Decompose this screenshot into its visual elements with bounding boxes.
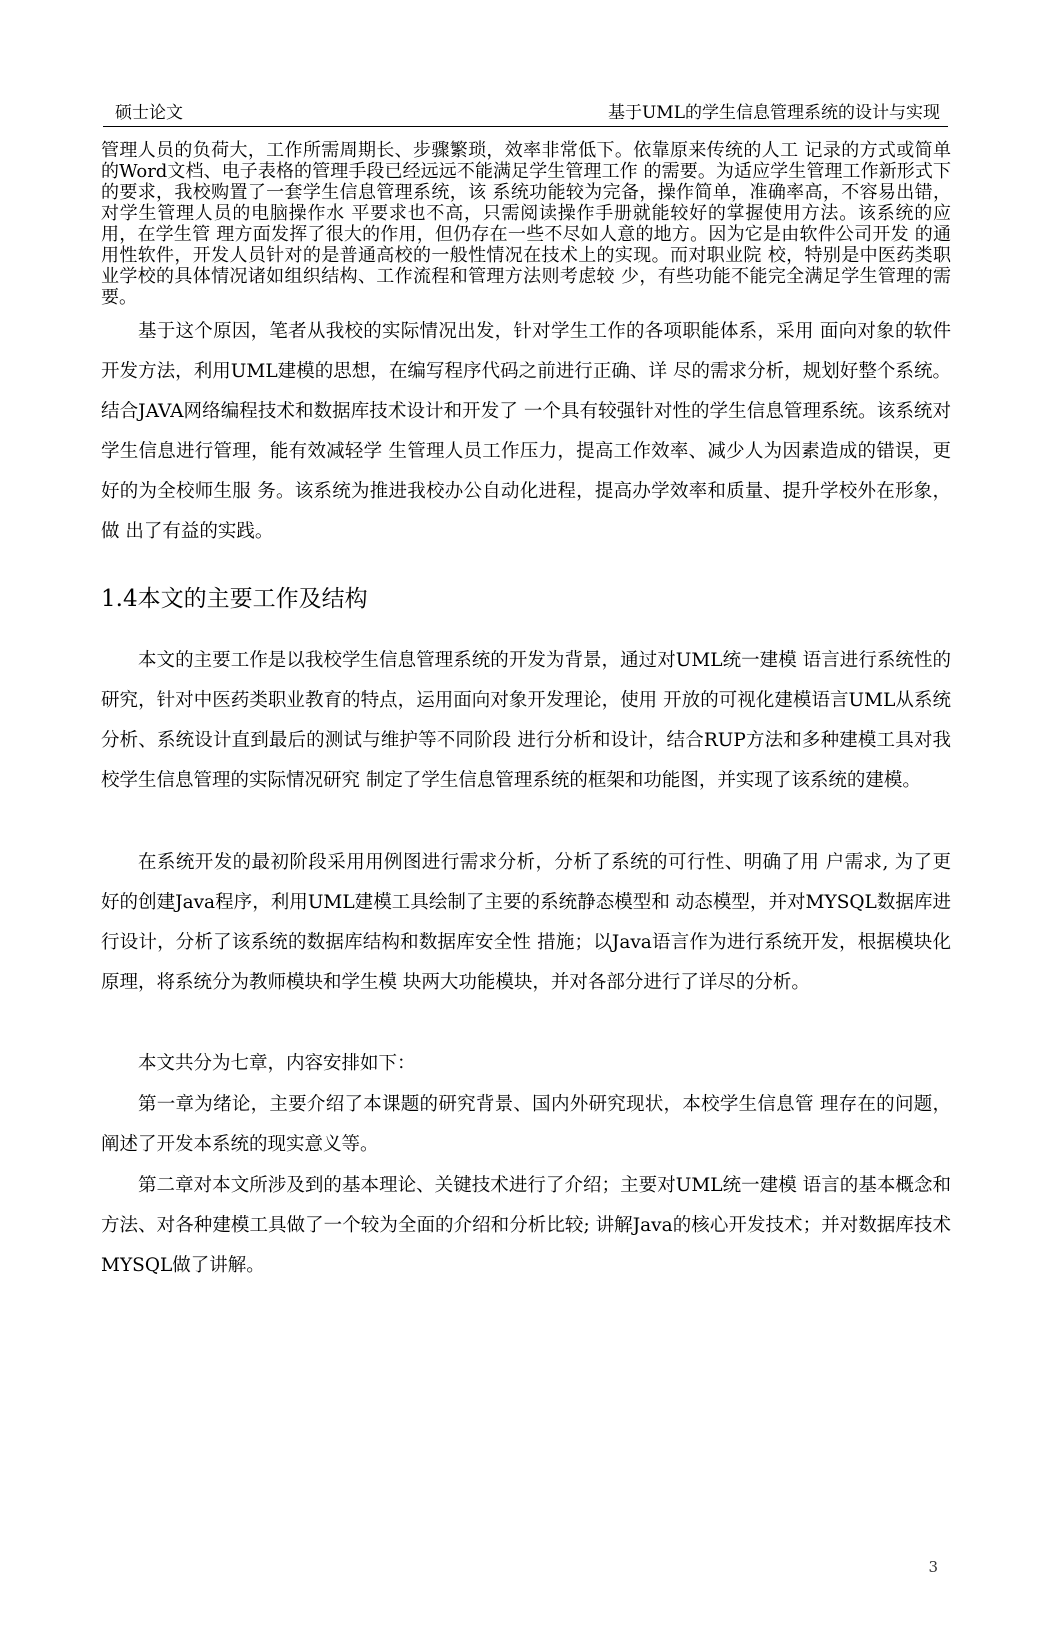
paragraph-7: 第二章对本文所涉及到的基本理论、关键技术进行了介绍；主要对UML统一建模 语言的基本概念和方法、对各种建模工具做了一个较为全面的介绍和分析比较; 讲解Java的核心开发技术；并对数据库技术MYSQL做了讲解。: [101, 1175, 951, 1276]
paragraph-5: 本文共分为七章，内容安排如下：: [138, 1053, 416, 1074]
header-thesis-type: 硕士论文: [115, 103, 183, 123]
running-header: [103, 98, 948, 127]
header-thesis-title: 基于UML的学生信息管理系统的设计与实现: [607, 103, 940, 123]
page-number: 3: [928, 1558, 938, 1576]
paragraph-6: 第一章为绪论，主要介绍了本课题的研究背景、国内外研究现状，本校学生信息管 理存在的问题，阐述了开发本系统的现实意义等。: [101, 1094, 951, 1155]
paragraph-1: 管理人员的负荷大，工作所需周期长、步骤繁琐，效率非常低下。依靠原来传统的人工 记录的方式或简单的Word文档、电子表格的管理手段已经远远不能满足学生管理工作 的需要。为适应学生管理工作新形式下的要求，我校购置了一套学生信息管理系统，该 系统功能较为完备，操作简单，准确率高，不容易出错，对学生管理人员的电脑操作水 平要求也不高，只需阅读操作手册就能较好的掌握使用方法。该系统的应用，在学生管 理方面发挥了很大的作用，但仍存在一些不尽如人意的地方。因为它是由软件公司开发 的通用性软件，开发人员针对的是普通高校的一般性情况在技术上的实现。而对职业院 校，特别是中医药类职业学校的具体情况诸如组织结构、工作流程和管理方法则考虑较 少，有些功能不能完全满足学生管理的需要。: [101, 140, 951, 308]
paragraph-2: 基于这个原因，笔者从我校的实际情况出发，针对学生工作的各项职能体系，采用 面向对象的软件开发方法，利用UML建模的思想，在编写程序代码之前进行正确、详 尽的需求分析，规划好整个系统。结合JAVA网络编程技术和数据库技术设计和开发了 一个具有较强针对性的学生信息管理系统。该系统对学生信息进行管理，能有效减轻学 生管理人员工作压力，提高工作效率、减少人为因素造成的错误，更好的为全校师生服 务。该系统为推进我校办公自动化进程，提高办学效率和质量、提升学校外在形象，做 出了有益的实践。: [101, 321, 951, 542]
paragraph-3: 本文的主要工作是以我校学生信息管理系统的开发为背景，通过对UML统一建模 语言进行系统性的研究，针对中医药类职业教育的特点，运用面向对象开发理论，使用 开放的可视化建模语言UML从系统分析、系统设计直到最后的测试与维护等不同阶段 进行分析和设计，结合RUP方法和多种建模工具对我校学生信息管理的实际情况研究 制定了学生信息管理系统的框架和功能图，并实现了该系统的建模。: [101, 650, 951, 791]
section-heading: 1.4本文的主要工作及结构: [101, 586, 368, 612]
paragraph-4: 在系统开发的最初阶段采用用例图进行需求分析，分析了系统的可行性、明确了用 户需求, 为了更好的创建Java程序，利用UML建模工具绘制了主要的系统静态模型和 动态模型，并对MYSQL数据库进行设计，分析了该系统的数据库结构和数据库安全性 措施；以Java语言作为进行系统开发，根据模块化原理，将系统分为教师模块和学生模 块两大功能模块，并对各部分进行了详尽的分析。: [101, 852, 951, 993]
